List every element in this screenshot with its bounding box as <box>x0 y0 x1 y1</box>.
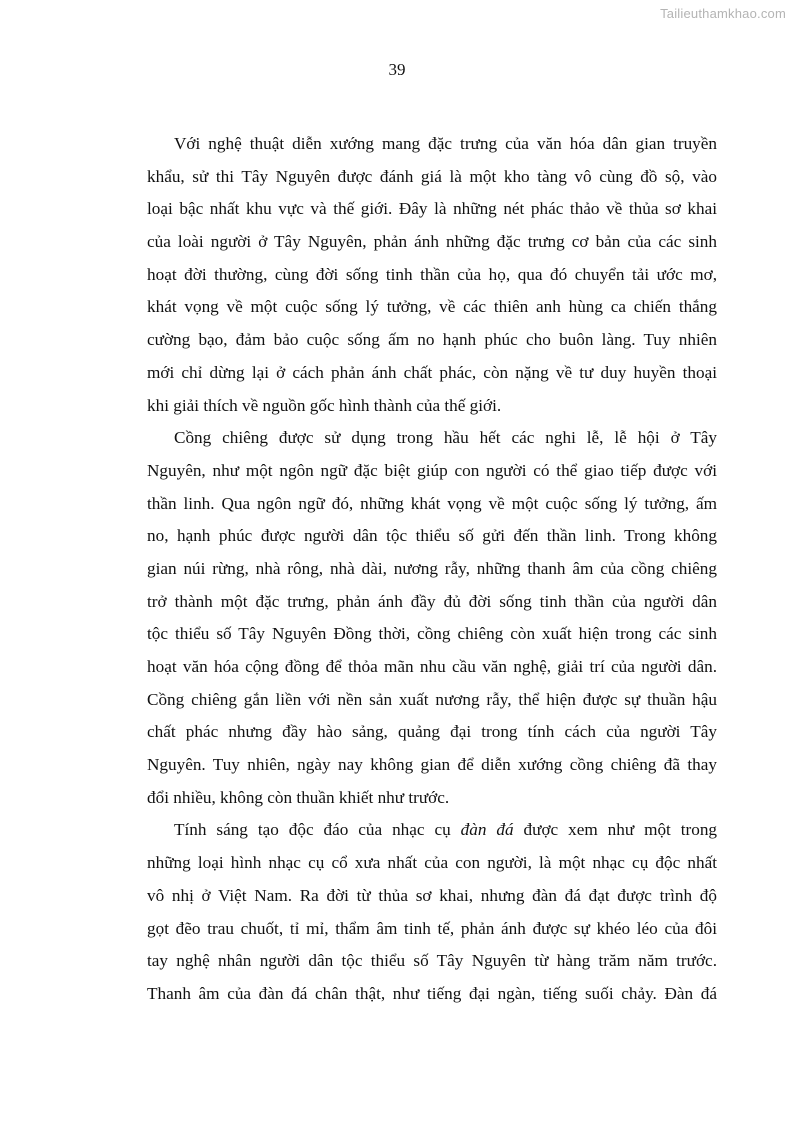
text-line: những loại hình nhạc cụ cổ xưa nhất của con người, là một nhạc cụ độc nhất <box>147 853 717 873</box>
paragraph-3 <box>147 814 717 1010</box>
paragraph-1 <box>147 128 717 422</box>
text-line: khẩu, sử thi Tây Nguyên được đánh giá là một kho tàng vô cùng đồ sộ, vào <box>147 166 717 186</box>
text-line: Nguyên. Tuy nhiên, ngày nay không gian để diễn xướng cồng chiêng đã thay <box>147 755 717 775</box>
text-line: đổi nhiều, không còn thuần khiết như trước. <box>147 787 450 807</box>
page-number: 39 <box>388 60 406 79</box>
text-line: tộc thiểu số Tây Nguyên Đồng thời, cồng chiêng còn xuất hiện trong các sinh <box>147 624 717 644</box>
text-line: của loài người ở Tây Nguyên, phản ánh những đặc trưng cơ bản của các sinh <box>147 232 717 252</box>
text-line: khát vọng về một cuộc sống lý tưởng, về các thiên anh hùng ca chiến thắng <box>147 297 717 317</box>
paragraph-2 <box>147 422 717 814</box>
text-line: vô nhị ở Việt Nam. Ra đời từ thủa sơ khai, nhưng đàn đá đạt được trình độ <box>147 885 717 905</box>
document-body <box>147 128 717 1011</box>
text-line: cường bạo, đảm bảo cuộc sống ấm no hạnh phúc cho buôn làng. Tuy nhiên <box>147 330 717 350</box>
text-line: mới chỉ dừng lại ở cách phản ánh chất phác, còn nặng về tư duy huyền thoại <box>147 362 717 382</box>
text-line: loại bậc nhất khu vực và thế giới. Đây là những nét phác thảo về thủa sơ khai <box>147 199 717 219</box>
text-line: hoạt đời thường, cùng đời sống tinh thần của họ, qua đó chuyển tải ước mơ, <box>147 264 717 284</box>
text-line: Với nghệ thuật diễn xướng mang đặc trưng của văn hóa dân gian truyền <box>174 134 717 153</box>
text-line: Cồng chiêng gắn liền với nền sản xuất nương rẫy, thể hiện được sự thuần hậu <box>147 689 717 709</box>
text-line <box>147 814 717 847</box>
text-line: khi giải thích về nguồn gốc hình thành của thế giới. <box>147 395 502 415</box>
text-line: gian núi rừng, nhà rông, nhà dài, nương rẫy, những thanh âm của cồng chiêng <box>147 558 717 578</box>
text-segment: Tính sáng tạo độc đáo của nhạc cụ <box>174 820 451 840</box>
text-line: gọt đẽo trau chuốt, tỉ mỉ, thẩm âm tinh tế, phản ánh được sự khéo léo của đôi <box>147 918 717 938</box>
text-line: no, hạnh phúc được người dân tộc thiểu số gửi đến thần linh. Trong không <box>147 526 717 546</box>
text-line: hoạt văn hóa cộng đồng để thỏa mãn nhu cầu văn nghệ, giải trí của người dân. <box>147 657 717 676</box>
text-line: thần linh. Qua ngôn ngữ đó, những khát vọng về một cuộc sống lý tưởng, ấm <box>147 493 717 513</box>
text-line: trở thành một đặc trưng, phản ánh đầy đủ đời sống tinh thần của người dân <box>147 591 717 611</box>
text-segment: được xem như một trong <box>523 820 718 840</box>
text-line: Cồng chiêng được sử dụng trong hầu hết các nghi lễ, lễ hội ở Tây <box>174 428 717 448</box>
text-line: chất phác nhưng đầy hào sảng, quảng đại trong tính cách của người Tây <box>147 722 717 742</box>
text-line: Nguyên, như một ngôn ngữ đặc biệt giúp con người có thể giao tiếp được với <box>147 460 717 480</box>
text-line: tay nghệ nhân người dân tộc thiểu số Tây Nguyên từ hàng trăm năm trước. <box>147 951 717 971</box>
text-line: Thanh âm của đàn đá chân thật, như tiếng đại ngàn, tiếng suối chảy. Đàn đá <box>147 983 717 1003</box>
italic-term: đàn đá <box>460 820 514 840</box>
watermark-text: Tailieuthamkhao.com <box>660 6 786 21</box>
